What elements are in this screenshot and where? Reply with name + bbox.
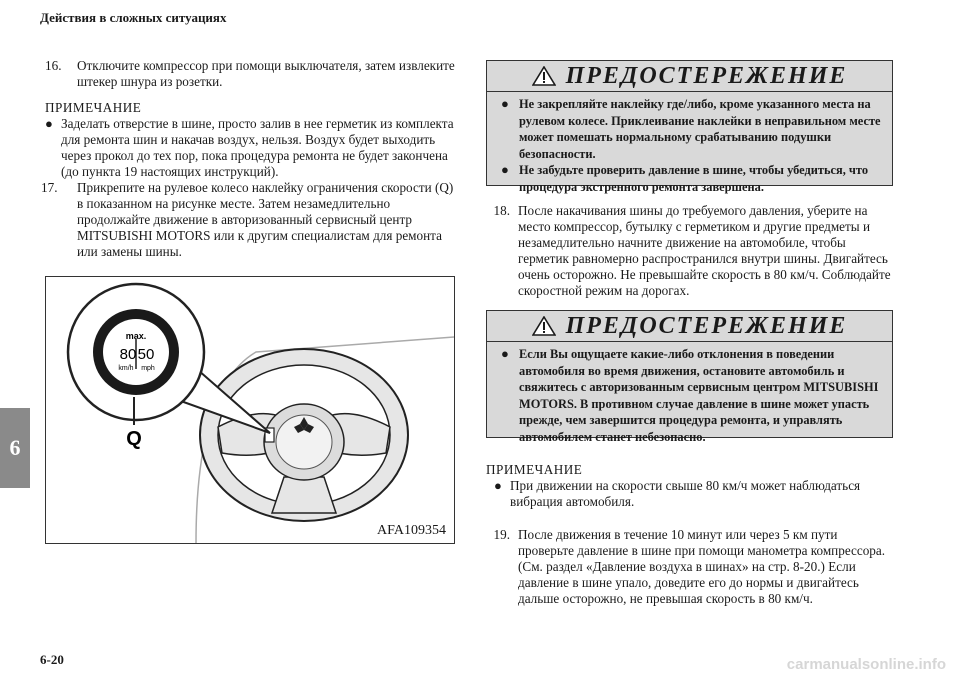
bullet-dot-icon: ●	[494, 478, 502, 493]
step-text: После накачивания шины до требуемого давления, уберите на место компрессор, бутылку с герметиком и другие предметы и незамедлительно начните движение на автомобиле, чтобы герметик равномерно распространился внутри шины. Двигайтесь очень осторожно. Не превышайте скорость в 80 км/ч. Соблюдайте скоростной режим на дорогах.	[518, 203, 891, 298]
bullet-dot-icon: ●	[501, 346, 509, 361]
step-number: 19.	[493, 527, 510, 542]
step-number: 16.	[45, 58, 62, 73]
step-18-block	[486, 203, 891, 299]
note-text: При движении на скорости свыше 80 км/ч может наблюдаться вибрация автомобиля.	[510, 478, 861, 509]
warning-text: Не забудьте проверить давление в шине, чтобы убедиться, что процедура экстренного ремонта завершена.	[519, 163, 869, 194]
warning-box-2	[486, 310, 893, 444]
warning-header	[487, 311, 892, 342]
steering-wheel-figure	[45, 276, 455, 544]
note-text: Заделать отверстие в шине, просто залив в нее герметик из комплекта для ремонта шин и накачав воздух, нельзя. Воздух будет выходить через прокол до тех пор, пока процедура ремонта не будет закончена (до пункта 19 настоящих инструкций).	[61, 116, 454, 179]
bullet-dot-icon: ●	[45, 116, 53, 131]
step-text: После движения в течение 10 минут или через 5 км пути проверьте давление в шине при помощи манометра компрессора. (См. раздел «Давление воздуха в шинах» на стр. 8-20.) Если давление в шине упало, доведите его до нормы и двигайтесь дальше осторожно, не превышая скорость в 80 км/ч.	[518, 527, 886, 606]
warning-bullet	[501, 346, 884, 445]
warning-box-1	[486, 60, 893, 194]
warning-bullet	[501, 96, 884, 162]
step-number: 17.	[41, 180, 58, 195]
warning-bullet	[501, 162, 884, 195]
bottom-spoke	[272, 477, 336, 513]
warning-title: ПРЕДОСТЕРЕЖЕНИЕ	[565, 312, 848, 339]
warning-triangle-icon	[532, 66, 556, 86]
left-column	[41, 58, 455, 260]
sticker-mph-value: 50	[137, 346, 155, 363]
note-title: ПРИМЕЧАНИЕ	[486, 462, 583, 477]
right-lower-block	[486, 462, 891, 607]
warning-title: ПРЕДОСТЕРЕЖЕНИЕ	[565, 62, 848, 89]
step-number: 18.	[493, 203, 510, 218]
step-17	[41, 180, 455, 260]
watermark: carmanualsonline.info	[786, 656, 946, 673]
note-bullet	[486, 478, 891, 510]
step-19	[486, 527, 891, 607]
sticker-max-label: max.	[125, 331, 147, 341]
warning-triangle-icon	[532, 316, 556, 336]
chapter-tab: 6	[0, 408, 30, 488]
sticker-mph-unit: mph	[141, 365, 155, 372]
step-text: Прикрепите на рулевое колесо наклейку ограничения скорости (Q) в показанном на рисунке месте. Затем незамедлительно продолжайте движение в авторизованный сервисный центр MITSUBISHI MOTORS или к другим специалистам для ремонта или замены шины.	[77, 180, 454, 259]
bullet-dot-icon: ●	[501, 162, 509, 177]
step-text: Отключите компрессор при помощи выключателя, затем извлеките штекер шнура из розетки.	[77, 58, 455, 89]
warning-body	[487, 92, 892, 201]
warning-body	[487, 342, 892, 451]
section-header: Действия в сложных ситуациях	[40, 10, 227, 25]
warning-header	[487, 61, 892, 92]
steering-wheel-illustration	[46, 277, 454, 543]
step-16	[45, 58, 455, 90]
page-number: 6-20	[40, 652, 64, 667]
figure-code: AFA109354	[377, 523, 446, 538]
step-18	[486, 203, 891, 299]
warning-text: Не закрепляйте наклейку где/либо, кроме указанного места на рулевом колесе. Приклеивание наклейки в неправильном месте может помешать нормальному срабатыванию подушки безопасности.	[519, 97, 881, 161]
warning-text: Если Вы ощущаете какие-либо отклонения в поведении автомобиля во время движения, остановите автомобиль и свяжитесь с авторизованным сервисным центром MITSUBISHI MOTORS. В противном случае давление в шине может упасть прежде, чем завершится процедура ремонта, и управлять автомобилем станет небезопасно.	[519, 347, 879, 444]
sticker-kmh-value: 80	[119, 346, 137, 363]
note-title: ПРИМЕЧАНИЕ	[45, 100, 142, 115]
sticker-kmh-unit: km/h	[118, 365, 134, 372]
bullet-dot-icon: ●	[501, 96, 509, 111]
note-bullet	[45, 116, 455, 180]
callout-q-label: Q	[126, 428, 142, 450]
